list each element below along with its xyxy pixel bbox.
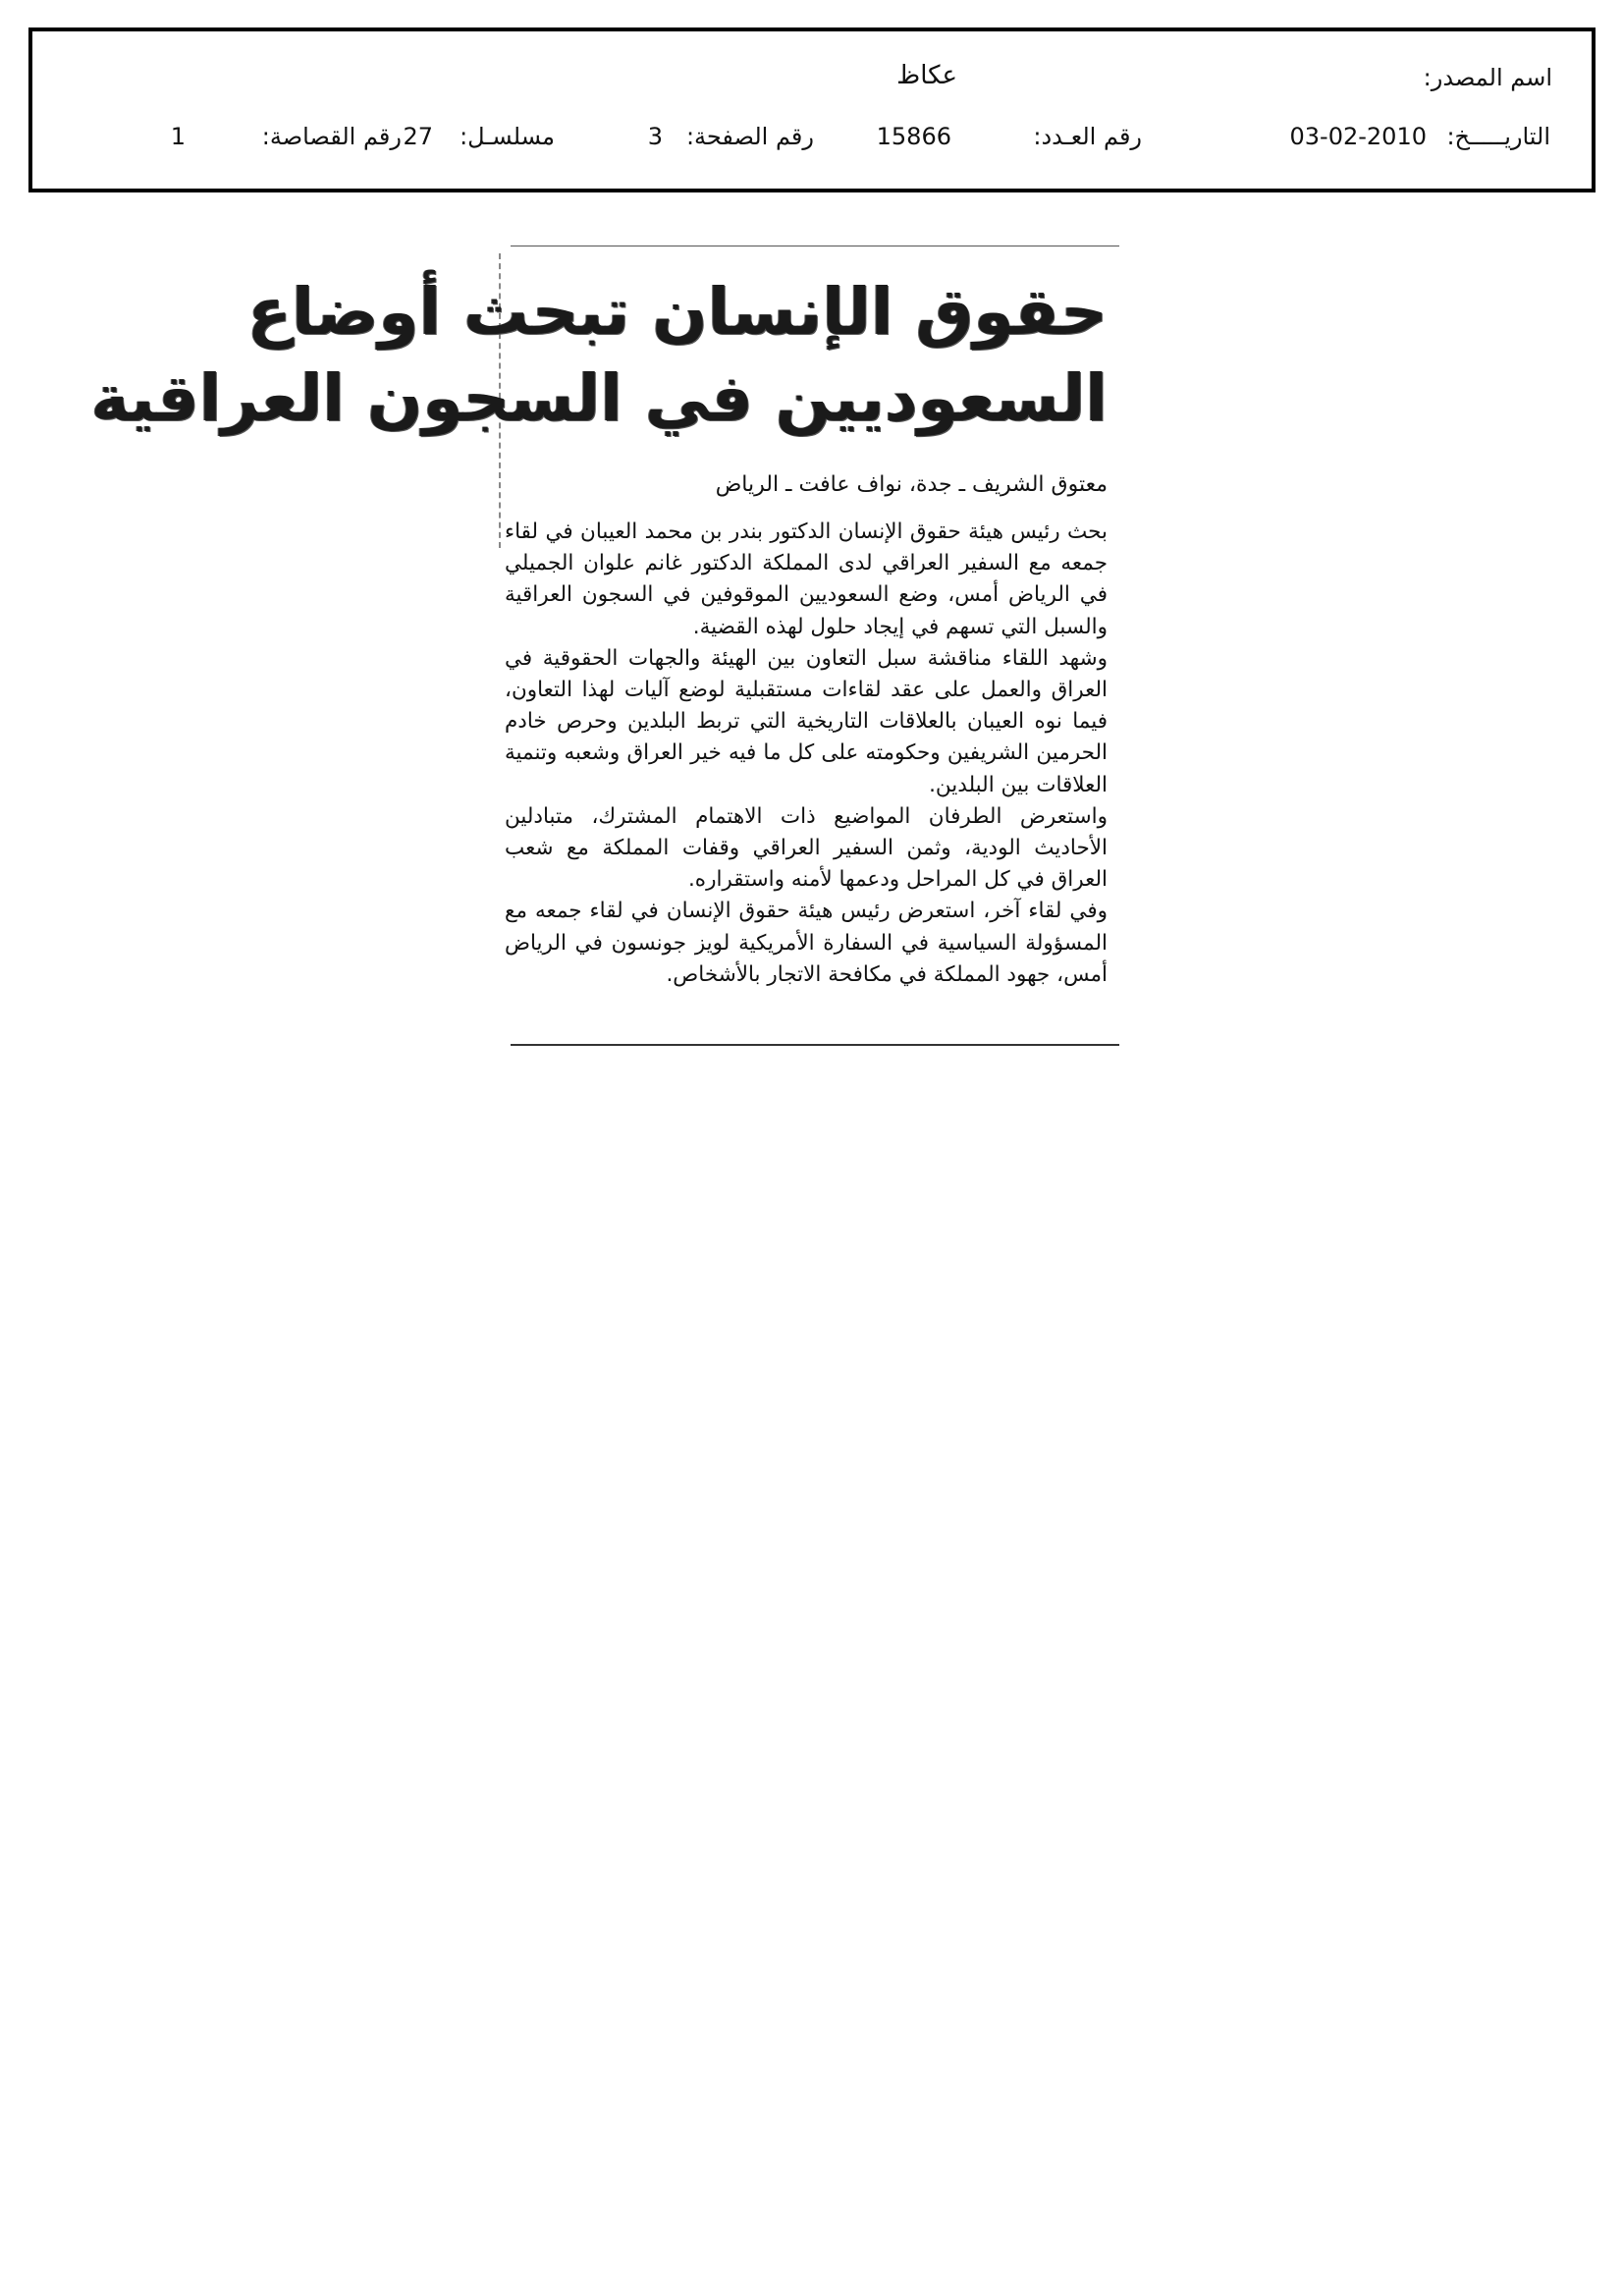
paragraph: بحث رئيس هيئة حقوق الإنسان الدكتور بندر بن محمد العيبان في لقاء جمعه مع السفير العراقي لدى المملكة الدكتور غانم علوان الجميلي في الرياض أمس، وضع السعوديين الموقوفين في السجون العراقية والسبل التي تسهم في إيجاد حلول لهذه القضية. xyxy=(505,519,1108,639)
source-value: عكاظ xyxy=(896,61,957,90)
issue-label: رقم العـدد: xyxy=(1033,123,1142,150)
clipping-label: رقم القصاصة: xyxy=(261,123,402,150)
source-label: اسم المصدر: xyxy=(1423,64,1552,91)
page-value: 3 xyxy=(647,123,663,150)
clipping-value: 1 xyxy=(170,123,186,150)
date-value: 03-02-2010 xyxy=(1289,123,1427,150)
paragraph: وشهد اللقاء مناقشة سبل التعاون بين الهيئة والجهات الحقوقية في العراق والعمل على عقد لقاءات مستقبلية لوضع آليات لهذا التعاون، فيما نوه العيبان بالعلاقات التاريخية التي تربط البلدين وحرص خادم الحرمين الشريفين وحكومته على كل ما فيه خير العراق وشعبه وتنمية العلاقات بين البلدين. xyxy=(505,645,1108,797)
article-body xyxy=(505,517,1108,991)
headline-line-2: السعوديين في السجون العراقية xyxy=(90,360,1108,436)
bottom-rule xyxy=(511,1044,1119,1046)
paragraph: واستعرض الطرفان المواضيع ذات الاهتمام المشترك، متبادلين الأحاديث الودية، وثمن السفير العراقي وقفات المملكة مع شعب العراق في كل المراحل ودعمها لأمنه واستقراره. xyxy=(505,803,1108,893)
date-label: التاريـــــخ: xyxy=(1446,123,1550,150)
byline: معتوق الشريف ـ جدة، نواف عافت ـ الرياض xyxy=(715,472,1108,497)
clipping-header xyxy=(28,27,1596,192)
page-label: رقم الصفحة: xyxy=(685,123,814,150)
headline-line-1: حقوق الإنسان تبحث أوضاع xyxy=(246,274,1108,350)
paragraph: وفي لقاء آخر، استعرض رئيس هيئة حقوق الإنسان في لقاء جمعه مع المسؤولة السياسية في السفارة الأمريكية لويز جونسون في الرياض أمس، جهود المملكة في مكافحة الاتجار بالأشخاص. xyxy=(505,899,1108,987)
news-clipping xyxy=(90,244,1108,1049)
serial-label: مسلسـل: xyxy=(460,123,555,150)
serial-value: 27 xyxy=(403,123,433,150)
issue-value: 15866 xyxy=(876,123,951,150)
